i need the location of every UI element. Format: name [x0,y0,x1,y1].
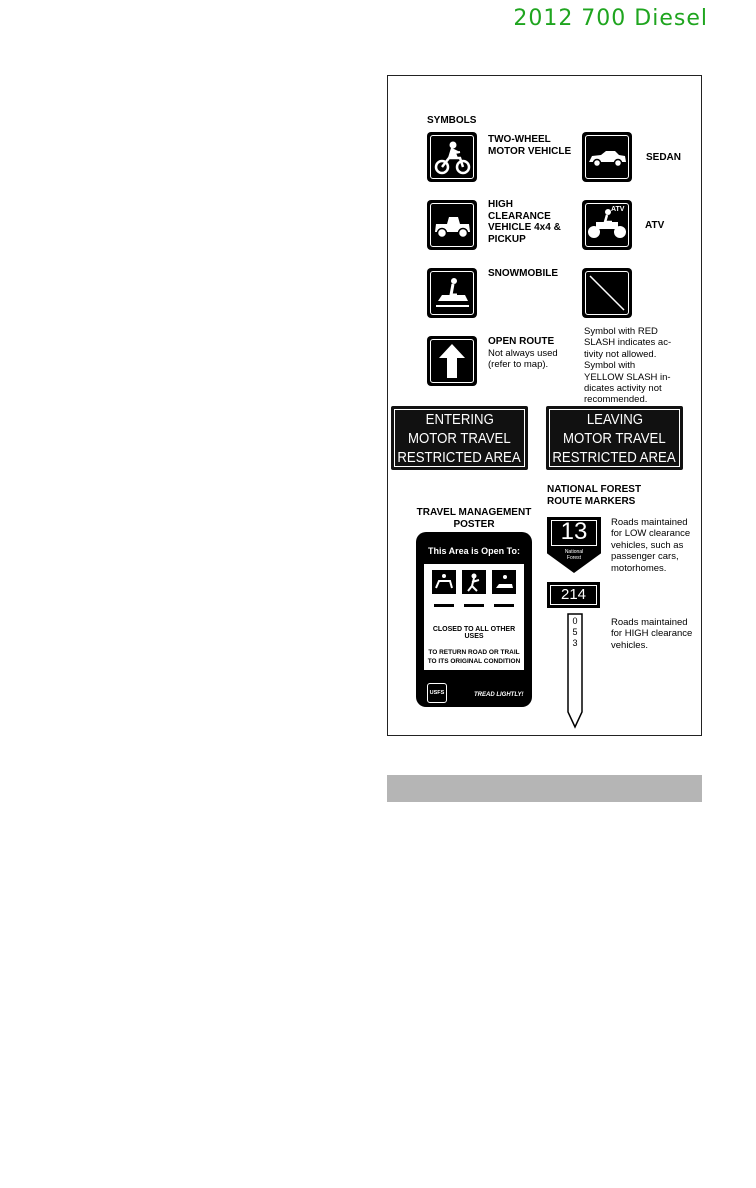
section-bar [387,775,702,802]
entering-sign-line-2: MOTOR TRAVEL [408,429,511,447]
open-route-label: OPEN ROUTE [488,336,555,347]
snowmobile-label: SNOWMOBILE [488,268,558,279]
entering-sign-line-3: RESTRICTED AREA [397,448,522,466]
plate-number: 214 [550,585,597,605]
usfs-text: USFS [429,690,445,696]
atv-icon [582,200,632,250]
atv-label: ATV [645,220,665,231]
usfs-shield-icon [427,683,447,703]
tread-lightly-logo: TREAD LIGHTLY! [474,692,524,698]
post-digit-3: 3 [572,638,578,648]
snowmobile-icon [427,268,477,318]
open-route-note: Not always used (refer to map). [488,348,558,371]
post-digits [568,616,582,649]
leaving-sign-line-3: RESTRICTED AREA [552,448,677,466]
low-clearance-note: Roads maintained for LOW clearance vehicles, such as passenger cars, motorhomes. [611,517,691,574]
entering-restricted-sign [391,406,528,470]
route-markers-heading: NATIONAL FOREST ROUTE MARKERS [547,484,642,507]
leaving-restricted-sign [546,406,683,470]
page-header-title: 2012 700 Diesel [513,6,708,31]
shield-subtext: National Forest [564,549,584,561]
jeep-icon [427,200,477,250]
post-digit-2: 5 [572,627,578,637]
symbols-heading: SYMBOLS [427,115,477,126]
travel-management-poster [416,532,532,707]
high-clearance-note: Roads maintained for HIGH clearance vehicles. [611,617,693,651]
leaving-sign-line-1: LEAVING [586,410,643,428]
arrow-up-icon [427,336,477,386]
sedan-label: SEDAN [646,152,682,163]
motorcycle-icon [427,132,477,182]
route-marker-plate-214 [547,582,600,608]
sedan-icon [582,132,632,182]
shield-number: 13 [560,518,588,545]
poster-panel [424,564,524,670]
atv-icon-text: ATV [611,206,625,213]
slash-note: Symbol with RED SLASH indicates ac- tivity not allowed. Symbol with YELLOW SLASH in- dicates activity not recommended. [584,326,672,406]
two-wheel-label: TWO-WHEEL MOTOR VEHICLE [488,134,572,157]
poster-open-to: This Area is Open To: [427,546,520,556]
poster-return-text: TO RETURN ROAD OR TRAIL TO ITS ORIGINAL CONDITION [427,649,521,665]
poster-closed-text: CLOSED TO ALL OTHER USES [432,626,516,640]
slash-icon [582,268,632,318]
leaving-sign-line-2: MOTOR TRAVEL [563,429,666,447]
high-clearance-label: HIGH CLEARANCE VEHICLE 4x4 & PICKUP [488,199,561,245]
post-digit-1: 0 [572,616,578,626]
poster-heading: TRAVEL MANAGEMENT POSTER [416,507,532,530]
entering-sign-line-1: ENTERING [425,410,494,428]
